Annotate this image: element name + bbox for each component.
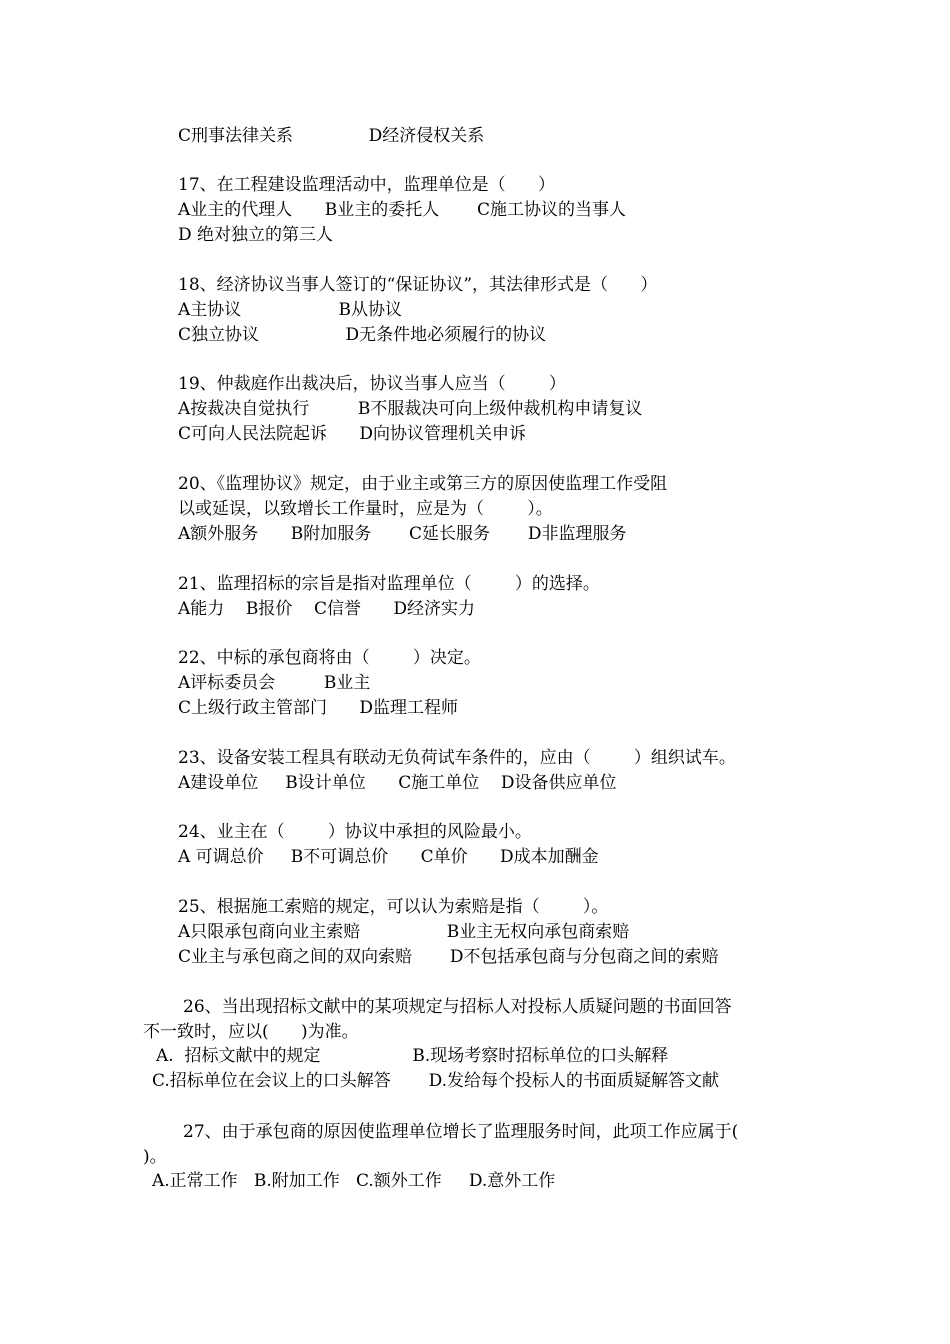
question-17: 17、在工程建设监理活动中，监理单位是（ ）: [178, 175, 556, 195]
option-line-18-ab: A主协议 B从协议: [178, 300, 403, 320]
question-18: 18、经济协议当事人签订的“保证协议”，其法律形式是（ ）: [178, 275, 658, 295]
question-20-line2: 以或延误，以致增长工作量时，应是为（ ）。: [178, 499, 553, 519]
option-line-24: A 可调总价 B不可调总价 C单价 D成本加酬金: [178, 847, 599, 867]
question-20-line1: 20、《监理协议》规定，由于业主或第三方的原因使监理工作受阻: [178, 474, 668, 494]
question-26-line2: 不一致时，应以( )为准。: [143, 1022, 359, 1042]
option-line-19-ab: A按裁决自觉执行 B不服裁决可向上级仲裁机构申请复议: [178, 399, 643, 419]
option-line-19-cd: C可向人民法院起诉 D向协议管理机关申诉: [178, 424, 527, 444]
option-line-20: A额外服务 B附加服务 C延长服务 D非监理服务: [178, 524, 627, 544]
question-25: 25、根据施工索赔的规定，可以认为索赔是指（ ）。: [178, 897, 609, 917]
option-line-18-cd: C独立协议 D无条件地必须履行的协议: [178, 325, 547, 345]
option-line-26-cd: C.招标单位在会议上的口头解答 D.发给每个投标人的书面质疑解答文献: [152, 1071, 720, 1091]
question-24: 24、业主在（ ）协议中承担的风险最小。: [178, 822, 532, 842]
option-line-23: A建设单位 B设计单位 C施工单位 D设备供应单位: [178, 773, 617, 793]
option-line-22-cd: C上级行政主管部门 D监理工程师: [178, 698, 459, 718]
option-line-22-ab: A评标委员会 B业主: [178, 673, 371, 693]
option-line-25-ab: A只限承包商向业主索赔 B业主无权向承包商索赔: [178, 922, 630, 942]
question-27-line2: )。: [143, 1147, 167, 1167]
question-26-line1: 26、当出现招标文献中的某项规定与招标人对投标人质疑问题的书面回答: [183, 997, 732, 1017]
option-line-26-ab: A. 招标文献中的规定 B.现场考察时招标单位的口头解释: [156, 1046, 669, 1066]
option-line-17-d: D 绝对独立的第三人: [178, 225, 334, 245]
option-line-27: A.正常工作 B.附加工作 C.额外工作 D.意外工作: [152, 1171, 556, 1191]
option-line-16-cd: C刑事法律关系 D经济侵权关系: [178, 126, 485, 146]
question-27-line1: 27、由于承包商的原因使监理单位增长了监理服务时间，此项工作应属于(: [183, 1122, 739, 1142]
question-22: 22、中标的承包商将由（ ）决定。: [178, 648, 481, 668]
option-line-17-abc: A业主的代理人 B业主的委托人 C施工协议的当事人: [178, 200, 627, 220]
option-line-21: A能力 B报价 C信誉 D经济实力: [178, 599, 476, 619]
question-21: 21、监理招标的宗旨是指对监理单位（ ）的选择。: [178, 574, 600, 594]
question-19: 19、仲裁庭作出裁决后，协议当事人应当（ ）: [178, 374, 566, 394]
option-line-25-cd: C业主与承包商之间的双向索赔 D不包括承包商与分包商之间的索赔: [178, 947, 719, 967]
question-23: 23、设备安装工程具有联动无负荷试车条件的，应由（ ）组织试车。: [178, 748, 736, 768]
